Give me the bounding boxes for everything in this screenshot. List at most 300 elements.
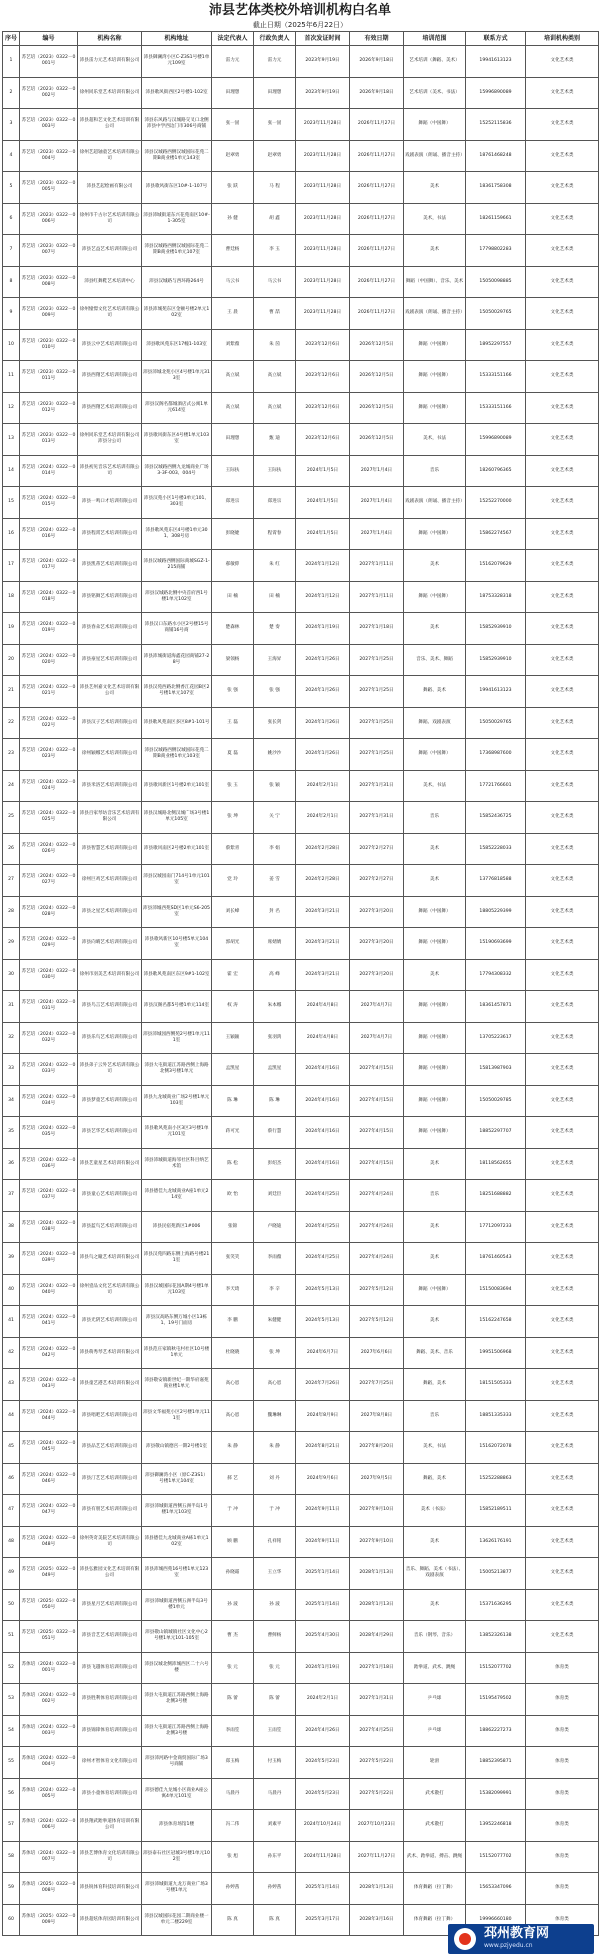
cell-org-address: 沛县汉城北侧沛城西区二十六号楼 (142, 1652, 212, 1684)
cell-org-address: 沛县御澜湾小区（原C-Z3S1）号楼1单元104室 (142, 1463, 212, 1495)
cell-seq: 49 (3, 1558, 20, 1590)
cell-code: 苏艺培（2024）0322－0019号 (20, 613, 78, 645)
cell-first-issue: 2024年5月23日 (296, 1747, 350, 1779)
cell-seq: 37 (3, 1180, 20, 1212)
cell-seq: 30 (3, 959, 20, 991)
watermark-title: 邳州教育网 (484, 1926, 550, 1941)
cell-legal-rep: 党 玲 (212, 865, 254, 897)
whitelist-table (2, 31, 599, 1936)
cell-seq: 51 (3, 1621, 20, 1653)
table-row (3, 203, 599, 235)
cell-valid-date: 2026年11月27日 (350, 298, 404, 330)
cell-org-name: 沛县胜利体育培训有限公司 (78, 1684, 142, 1716)
cell-contact: 18361758308 (466, 172, 526, 204)
cell-contact: 17798802283 (466, 235, 526, 267)
cell-category: 文化艺术类 (526, 1621, 599, 1653)
cell-admin-head: 陈 真 (254, 1904, 296, 1936)
table-row (3, 1306, 599, 1338)
cell-legal-rep: 张 强 (212, 676, 254, 708)
cell-seq: 22 (3, 707, 20, 739)
cell-code: 苏艺培（2025）0322－0051号 (20, 1621, 78, 1653)
cell-org-name: 沛县梦童艺术培训有限公司 (78, 1085, 142, 1117)
cell-legal-rep: 张 坤 (212, 802, 254, 834)
cell-contact: 18952297557 (466, 329, 526, 361)
cell-org-name: 沛县鸟之瞳艺术培训有限公司 (78, 1243, 142, 1275)
table-row (3, 1526, 599, 1558)
table-row (3, 235, 599, 267)
cell-valid-date: 2027年4月7日 (350, 991, 404, 1023)
cell-admin-head: 楚 奏 (254, 613, 296, 645)
cell-org-name: 徐州市羽美艺术培训有限公司 (78, 959, 142, 991)
cell-org-name: 沛县超炫体育园培训有限公司 (78, 1904, 142, 1936)
cell-scope: 舞蹈（中国舞） (404, 1022, 466, 1054)
cell-admin-head: 魏琳琳 (254, 1400, 296, 1432)
table-row (3, 392, 599, 424)
cell-scope: 体育舞蹈（拉丁舞） (404, 1873, 466, 1905)
cell-scope: 美术 (404, 1148, 466, 1180)
table-row (3, 1841, 599, 1873)
cell-admin-head: 王雨笙 (254, 1715, 296, 1747)
cell-seq: 4 (3, 140, 20, 172)
table-row (3, 959, 599, 991)
cell-category: 文化艺术类 (526, 1526, 599, 1558)
header-scope: 培训范围 (404, 32, 466, 46)
cell-contact: 17368987600 (466, 739, 526, 771)
cell-legal-rep: 李天琦 (212, 1274, 254, 1306)
cell-legal-rep: 霍 宏 (212, 959, 254, 991)
cell-category: 体育类 (526, 1684, 599, 1716)
cell-contact: 18251688882 (466, 1180, 526, 1212)
cell-org-address: 沛县歌风街东区4号楼1单元103室 (142, 424, 212, 456)
cell-valid-date: 2027年1月18日 (350, 1652, 404, 1684)
cell-org-address: 沛县歌风新区1号楼2单元101室 (142, 770, 212, 802)
cell-legal-rep: 曹 杰 (212, 1621, 254, 1653)
cell-scope: 美术 (404, 1589, 466, 1621)
cell-contact: 19951506968 (466, 1337, 526, 1369)
cell-contact: 18852297707 (466, 1117, 526, 1149)
cell-org-name: 沛县鸟言艺术培训有限公司 (78, 991, 142, 1023)
cell-contact: 18361457871 (466, 991, 526, 1023)
cell-first-issue: 2024年2月1日 (296, 802, 350, 834)
cell-scope: 舞蹈，美术 (404, 1369, 466, 1401)
cell-contact: 15852436725 (466, 802, 526, 834)
cell-org-address: 沛县德佳九龙城商业A栋1单元102室 (142, 1526, 212, 1558)
cell-first-issue: 2024年4月8日 (296, 991, 350, 1023)
cell-contact: 15333151166 (466, 392, 526, 424)
cell-admin-head: 田 楠 (254, 581, 296, 613)
cell-category: 文化艺术类 (526, 581, 599, 613)
cell-code: 苏艺培（2024）0322－0026号 (20, 833, 78, 865)
cell-category: 文化艺术类 (526, 1148, 599, 1180)
cell-org-address: 沛县沛城苑东区金额号楼2单元102室 (142, 298, 212, 330)
cell-scope: 音乐 (404, 455, 466, 487)
cell-org-address: 沛县歌风苑东区17幢1-103室 (142, 329, 212, 361)
cell-org-address: 沛县沛城街道西侧五洲半岛3号楼1单元 (142, 1589, 212, 1621)
cell-legal-rep: 王 磊 (212, 707, 254, 739)
cell-org-address: 沛县汉城国际花园二期商业楼一单元二楼229室 (142, 1904, 212, 1936)
cell-org-address: 沛县歌风苑南区东区9#1-102室 (142, 959, 212, 991)
cell-legal-rep: 冯二伟 (212, 1810, 254, 1842)
cell-org-address: 沛县九龙城商业广场2号楼1单元103室 (142, 1085, 212, 1117)
cell-valid-date: 2027年9月10日 (350, 1526, 404, 1558)
cell-seq: 52 (3, 1652, 20, 1684)
cell-code: 苏艺培（2024）0322－0042号 (20, 1337, 78, 1369)
cell-code: 苏艺培（2024）0322－0035号 (20, 1117, 78, 1149)
cell-first-issue: 2023年11月28日 (296, 298, 350, 330)
cell-valid-date: 2027年11月27日 (350, 1841, 404, 1873)
cell-org-name: 沛县米洛艺术培训有限公司 (78, 770, 142, 802)
cell-code: 苏艺培（2024）0322－0046号 (20, 1463, 78, 1495)
cell-org-name: 沛县云中艺术培训有限公司 (78, 329, 142, 361)
cell-code: 苏体培（2024）0322－0002号 (20, 1684, 78, 1716)
cell-contact: 13776818588 (466, 865, 526, 897)
cell-admin-head: 陈 琳 (254, 1085, 296, 1117)
cell-valid-date: 2027年1月31日 (350, 802, 404, 834)
cell-category: 文化艺术类 (526, 1085, 599, 1117)
cell-category: 文化艺术类 (526, 298, 599, 330)
cell-seq: 33 (3, 1054, 20, 1086)
cell-admin-head: 李雨薇 (254, 1243, 296, 1275)
cell-category: 文化艺术类 (526, 140, 599, 172)
cell-scope: 美术 (404, 1306, 466, 1338)
cell-admin-head: 王立华 (254, 1558, 296, 1590)
cell-org-address: 沛县汉城路西侧国际商城SGZ-1-215商铺 (142, 550, 212, 582)
cell-seq: 43 (3, 1369, 20, 1401)
cell-org-name: 沛县锐体育科技培训有限公司 (78, 1873, 142, 1905)
cell-first-issue: 2024年9月11日 (296, 1495, 350, 1527)
cell-legal-rep: 高心恩 (212, 1400, 254, 1432)
cell-legal-rep: 陈 真 (212, 1904, 254, 1936)
table-row (3, 1715, 599, 1747)
cell-first-issue: 2023年9月19日 (296, 77, 350, 109)
cell-org-address: 沛县沛城街道东兴花苑南区10#-1-305室 (142, 203, 212, 235)
cell-contact: 15252270000 (466, 487, 526, 519)
cell-code: 苏艺培（2024）0322－0031号 (20, 991, 78, 1023)
cell-first-issue: 2024年5月13日 (296, 1274, 350, 1306)
cell-admin-head: 朱本娜 (254, 991, 296, 1023)
table-row (3, 1337, 599, 1369)
cell-first-issue: 2024年3月21日 (296, 959, 350, 991)
document-title: 沛县艺体类校外培训机构白名单 (208, 3, 391, 18)
cell-first-issue: 2025年3月17日 (296, 1904, 350, 1936)
cell-scope: 艺术培训（舞蹈、美术） (404, 46, 466, 78)
cell-admin-head: 高立斌 (254, 361, 296, 393)
cell-legal-rep: 蔡紫青 (212, 833, 254, 865)
cell-legal-rep: 张锦 (212, 1211, 254, 1243)
cell-code: 苏艺培（2024）0322－0044号 (20, 1400, 78, 1432)
table-row (3, 644, 599, 676)
cell-contact: 18261159661 (466, 203, 526, 235)
cell-legal-rep: 李 鹏 (212, 1306, 254, 1338)
cell-org-address: 沛县御澜湾小区C-Z3S1号楼1单元109室 (142, 46, 212, 78)
cell-legal-rep: 高立斌 (212, 392, 254, 424)
header-seq: 序号 (3, 32, 20, 46)
cell-org-address: 沛县沛城街道西侧五洲半岛1号楼1单元103室 (142, 1495, 212, 1527)
cell-admin-head: 关 宁 (254, 802, 296, 834)
cell-contact: 15382099991 (466, 1778, 526, 1810)
cell-first-issue: 2024年1月5日 (296, 455, 350, 487)
table-row (3, 1400, 599, 1432)
cell-legal-rep: 马晨丹 (212, 1778, 254, 1810)
cell-org-address: 沛县文华福苑小区2号楼1单元111室 (142, 1400, 212, 1432)
table-row (3, 1243, 599, 1275)
cell-first-issue: 2023年12月6日 (296, 392, 350, 424)
cell-legal-rep: 孟凯星 (212, 1054, 254, 1086)
cell-code: 苏艺培（2023）0322－0007号 (20, 235, 78, 267)
cell-seq: 60 (3, 1904, 20, 1936)
cell-first-issue: 2023年11月28日 (296, 172, 350, 204)
table-row (3, 329, 599, 361)
cell-category: 文化艺术类 (526, 329, 599, 361)
cell-category: 体育类 (526, 1904, 599, 1936)
cell-seq: 25 (3, 802, 20, 834)
cell-org-name: 徐州艺超轴童艺术培训有限公司 (78, 140, 142, 172)
cell-legal-rep: 孙婷茜 (212, 1873, 254, 1905)
cell-first-issue: 2024年1月26日 (296, 739, 350, 771)
cell-legal-rep: 梁领杨 (212, 644, 254, 676)
cell-first-issue: 2023年11月28日 (296, 140, 350, 172)
table-row (3, 1684, 599, 1716)
cell-seq: 40 (3, 1274, 20, 1306)
cell-valid-date: 2027年4月15日 (350, 1054, 404, 1086)
cell-seq: 32 (3, 1022, 20, 1054)
cell-legal-rep: 张 元 (212, 1652, 254, 1684)
cell-seq: 15 (3, 487, 20, 519)
cell-first-issue: 2024年7月26日 (296, 1369, 350, 1401)
cell-valid-date: 2026年11月27日 (350, 203, 404, 235)
cell-valid-date: 2026年11月27日 (350, 140, 404, 172)
cell-first-issue: 2025年4月30日 (296, 1621, 350, 1653)
cell-first-issue: 2024年8月21日 (296, 1432, 350, 1464)
table-row (3, 1369, 599, 1401)
cell-org-name: 沛县红舞鞋艺术培训中心 (78, 266, 142, 298)
header-org-address: 机构地址 (142, 32, 212, 46)
cell-scope: 舞蹈（中国舞） (404, 896, 466, 928)
cell-valid-date: 2028年1月13日 (350, 1558, 404, 1590)
cell-category: 文化艺术类 (526, 770, 599, 802)
cell-scope: 美术 (404, 172, 466, 204)
cell-legal-rep: 田理想 (212, 424, 254, 456)
cell-code: 苏艺培（2023）0322－0002号 (20, 77, 78, 109)
cell-seq: 50 (3, 1589, 20, 1621)
cell-contact: 15852939910 (466, 644, 526, 676)
cell-org-address: 沛县沛城街道海鑫花园商铺27-28号 (142, 644, 212, 676)
cell-contact: 13626176191 (466, 1526, 526, 1558)
cell-category: 体育类 (526, 1652, 599, 1684)
cell-org-address: 沛县东风路与汉城路交叉口北侧沛县中学西边门市306号商铺 (142, 109, 212, 141)
cell-admin-head: 甄 迪 (254, 424, 296, 456)
cell-legal-rep: 夏 磊 (212, 739, 254, 771)
cell-valid-date: 2026年11月27日 (350, 266, 404, 298)
cell-contact: 15371636295 (466, 1589, 526, 1621)
cell-contact: 15862274567 (466, 518, 526, 550)
cell-code: 苏艺培（2023）0322－0005号 (20, 172, 78, 204)
cell-code: 苏艺培（2024）0322－0014号 (20, 455, 78, 487)
cell-category: 文化艺术类 (526, 518, 599, 550)
cell-legal-rep: 高立斌 (212, 361, 254, 393)
cell-org-address: 沛县敬山镇城镇社区文化中心2号楼1单元101-105室 (142, 1621, 212, 1653)
cell-admin-head: 蔡行慧 (254, 1117, 296, 1149)
table-row (3, 613, 599, 645)
table-header-row (3, 32, 599, 46)
cell-org-address: 沛县汉城路西侧汉城国际花苑二期B商业楼1单元143室 (142, 140, 212, 172)
cell-contact: 15005213877 (466, 1558, 526, 1590)
cell-valid-date: 2026年12月5日 (350, 424, 404, 456)
cell-valid-date: 2027年5月22日 (350, 1747, 404, 1779)
watermark-url: www.pzjyedu.cn (484, 1942, 533, 1949)
cell-admin-head: 张 颖 (254, 770, 296, 802)
cell-seq: 16 (3, 518, 20, 550)
cell-code: 苏艺培（2024）0322－0027号 (20, 865, 78, 897)
cell-admin-head: 田理想 (254, 77, 296, 109)
table-row (3, 1778, 599, 1810)
cell-code: 苏艺培（2024）0322－0018号 (20, 581, 78, 613)
cell-scope: 美术，书法 (404, 203, 466, 235)
cell-seq: 26 (3, 833, 20, 865)
cell-code: 苏艺培（2023）0322－0003号 (20, 109, 78, 141)
cell-scope: 舞蹈（中国舞） (404, 991, 466, 1023)
cell-code: 苏体培（2024）0322－0003号 (20, 1715, 78, 1747)
cell-scope: 乒乓球 (404, 1684, 466, 1716)
cell-legal-rep: 张一固 (212, 109, 254, 141)
cell-scope: 美术，书法 (404, 424, 466, 456)
cell-admin-head: 张 元 (254, 1652, 296, 1684)
table-row (3, 1652, 599, 1684)
cell-contact: 18753328318 (466, 581, 526, 613)
cell-valid-date: 2027年4月24日 (350, 1180, 404, 1212)
cell-first-issue: 2024年9月11日 (296, 1526, 350, 1558)
cell-first-issue: 2024年3月21日 (296, 928, 350, 960)
cell-org-name: 沛县唱吧艺术培训有限公司 (78, 1400, 142, 1432)
cell-legal-rep: 刘长峰 (212, 896, 254, 928)
cell-scope: 舞蹈（中国舞） (404, 361, 466, 393)
cell-first-issue: 2024年4月16日 (296, 1117, 350, 1149)
cell-contact: 15150083694 (466, 1274, 526, 1306)
cell-org-name: 沛县汀艺艺术培训有限公司 (78, 1463, 142, 1495)
cell-scope: 舞蹈（中国舞） (404, 1117, 466, 1149)
table-row (3, 991, 599, 1023)
cell-org-name: 徐州英奇美院艺术培训有限公司 (78, 1526, 142, 1558)
cell-contact: 19941613123 (466, 676, 526, 708)
cell-org-address: 沛县汉城路北侧中央首府西1号楼1单元102室 (142, 581, 212, 613)
cell-valid-date: 2026年12月5日 (350, 329, 404, 361)
cell-category: 文化艺术类 (526, 1558, 599, 1590)
table-row (3, 739, 599, 771)
cell-code: 苏艺培（2023）0322－0001号 (20, 46, 78, 78)
cell-admin-head: 胡 鑫 (254, 203, 296, 235)
cell-org-name: 沛县弘雅园文化艺术培训有限公司 (78, 1558, 142, 1590)
table-row (3, 1463, 599, 1495)
cell-first-issue: 2024年1月19日 (296, 1652, 350, 1684)
cell-contact: 18118562655 (466, 1148, 526, 1180)
cell-seq: 47 (3, 1495, 20, 1527)
cell-seq: 38 (3, 1211, 20, 1243)
cell-org-name: 沛县铭舞艺术培训有限公司 (78, 581, 142, 613)
cell-category: 文化艺术类 (526, 550, 599, 582)
cell-valid-date: 2028年4月29日 (350, 1621, 404, 1653)
cell-scope: 舞蹈（中国舞） (404, 329, 466, 361)
cell-category: 文化艺术类 (526, 613, 599, 645)
cell-org-name: 沛县艺童星艺术培训有限公司 (78, 1148, 142, 1180)
cell-legal-rep: 高心恩 (212, 1369, 254, 1401)
cell-valid-date: 2027年4月15日 (350, 1085, 404, 1117)
cell-category: 文化艺术类 (526, 1495, 599, 1527)
cell-valid-date: 2027年6月6日 (350, 1337, 404, 1369)
cell-legal-rep: 赵翠勇 (212, 140, 254, 172)
table-row (3, 1085, 599, 1117)
cell-seq: 19 (3, 613, 20, 645)
cell-scope: 美术 (404, 1243, 466, 1275)
cell-first-issue: 2024年1月26日 (296, 707, 350, 739)
cell-category: 文化艺术类 (526, 739, 599, 771)
cell-scope: 美术 (404, 235, 466, 267)
cell-seq: 23 (3, 739, 20, 771)
cell-seq: 24 (3, 770, 20, 802)
table-row (3, 1211, 599, 1243)
cell-admin-head: 刘 丹 (254, 1463, 296, 1495)
cell-scope: 舞蹈、戏剧表演 (404, 707, 466, 739)
cell-code: 苏艺培（2024）0322－0016号 (20, 518, 78, 550)
cell-category: 文化艺术类 (526, 172, 599, 204)
cell-legal-rep: 刘紫薇 (212, 329, 254, 361)
cell-valid-date: 2026年9月18日 (350, 46, 404, 78)
cell-first-issue: 2023年11月28日 (296, 266, 350, 298)
cell-admin-head: 高心恩 (254, 1369, 296, 1401)
cell-category: 文化艺术类 (526, 991, 599, 1023)
cell-valid-date: 2027年5月12日 (350, 1306, 404, 1338)
cell-seq: 35 (3, 1117, 20, 1149)
cell-valid-date: 2026年11月27日 (350, 235, 404, 267)
cell-org-name: 沛县艺华艺术培训有限公司 (78, 1117, 142, 1149)
cell-legal-rep: 孙 健 (212, 203, 254, 235)
cell-valid-date: 2027年1月4日 (350, 487, 404, 519)
cell-first-issue: 2024年1月12日 (296, 581, 350, 613)
cell-seq: 18 (3, 581, 20, 613)
cell-admin-head: 曹鲜杨 (254, 1621, 296, 1653)
cell-legal-rep: 张 跃 (212, 172, 254, 204)
cell-first-issue: 2024年2月1日 (296, 1684, 350, 1716)
cell-legal-rep: 蒋可光 (212, 1117, 254, 1149)
cell-category: 体育类 (526, 1715, 599, 1747)
cell-first-issue: 2024年1月12日 (296, 550, 350, 582)
cell-org-name: 徐州同乐堂艺术培训有限公司 (78, 77, 142, 109)
cell-org-address: 沛县大屯街道江苏路西侧上海路北侧3号楼 (142, 1715, 212, 1747)
cell-seq: 29 (3, 928, 20, 960)
cell-scope: 美术 (404, 833, 466, 865)
cell-category: 文化艺术类 (526, 487, 599, 519)
cell-scope: 舞蹈（中国舞） (404, 581, 466, 613)
table-row (3, 1810, 599, 1842)
cell-scope: 艺术培训（美术、书法） (404, 77, 466, 109)
cell-org-name: 徐州壹品文化艺术培训有限公司 (78, 1274, 142, 1306)
cell-admin-head: 姚沙沙 (254, 739, 296, 771)
cell-admin-head: 雷力元 (254, 46, 296, 78)
cell-legal-rep: 张笑笑 (212, 1243, 254, 1275)
table-row (3, 1432, 599, 1464)
table-row (3, 455, 599, 487)
cell-org-name: 沛县蓝鸟艺术培训有限公司 (78, 1211, 142, 1243)
cell-org-address: 沛县敬山镇德宫一期2号楼1室 (142, 1432, 212, 1464)
cell-valid-date: 2026年11月27日 (350, 109, 404, 141)
cell-first-issue: 2024年4月26日 (296, 1715, 350, 1747)
cell-category: 文化艺术类 (526, 235, 599, 267)
cell-org-address: 沛县歌风新区10号楼5单元104室 (142, 928, 212, 960)
cell-valid-date: 2026年12月5日 (350, 361, 404, 393)
cell-first-issue: 2024年4月16日 (296, 1148, 350, 1180)
cell-legal-rep: 张 旭 (212, 1841, 254, 1873)
cell-org-address: 沛县大屯街道江苏路西侧上海路北侧3号楼 (142, 1684, 212, 1716)
cell-seq: 53 (3, 1684, 20, 1716)
